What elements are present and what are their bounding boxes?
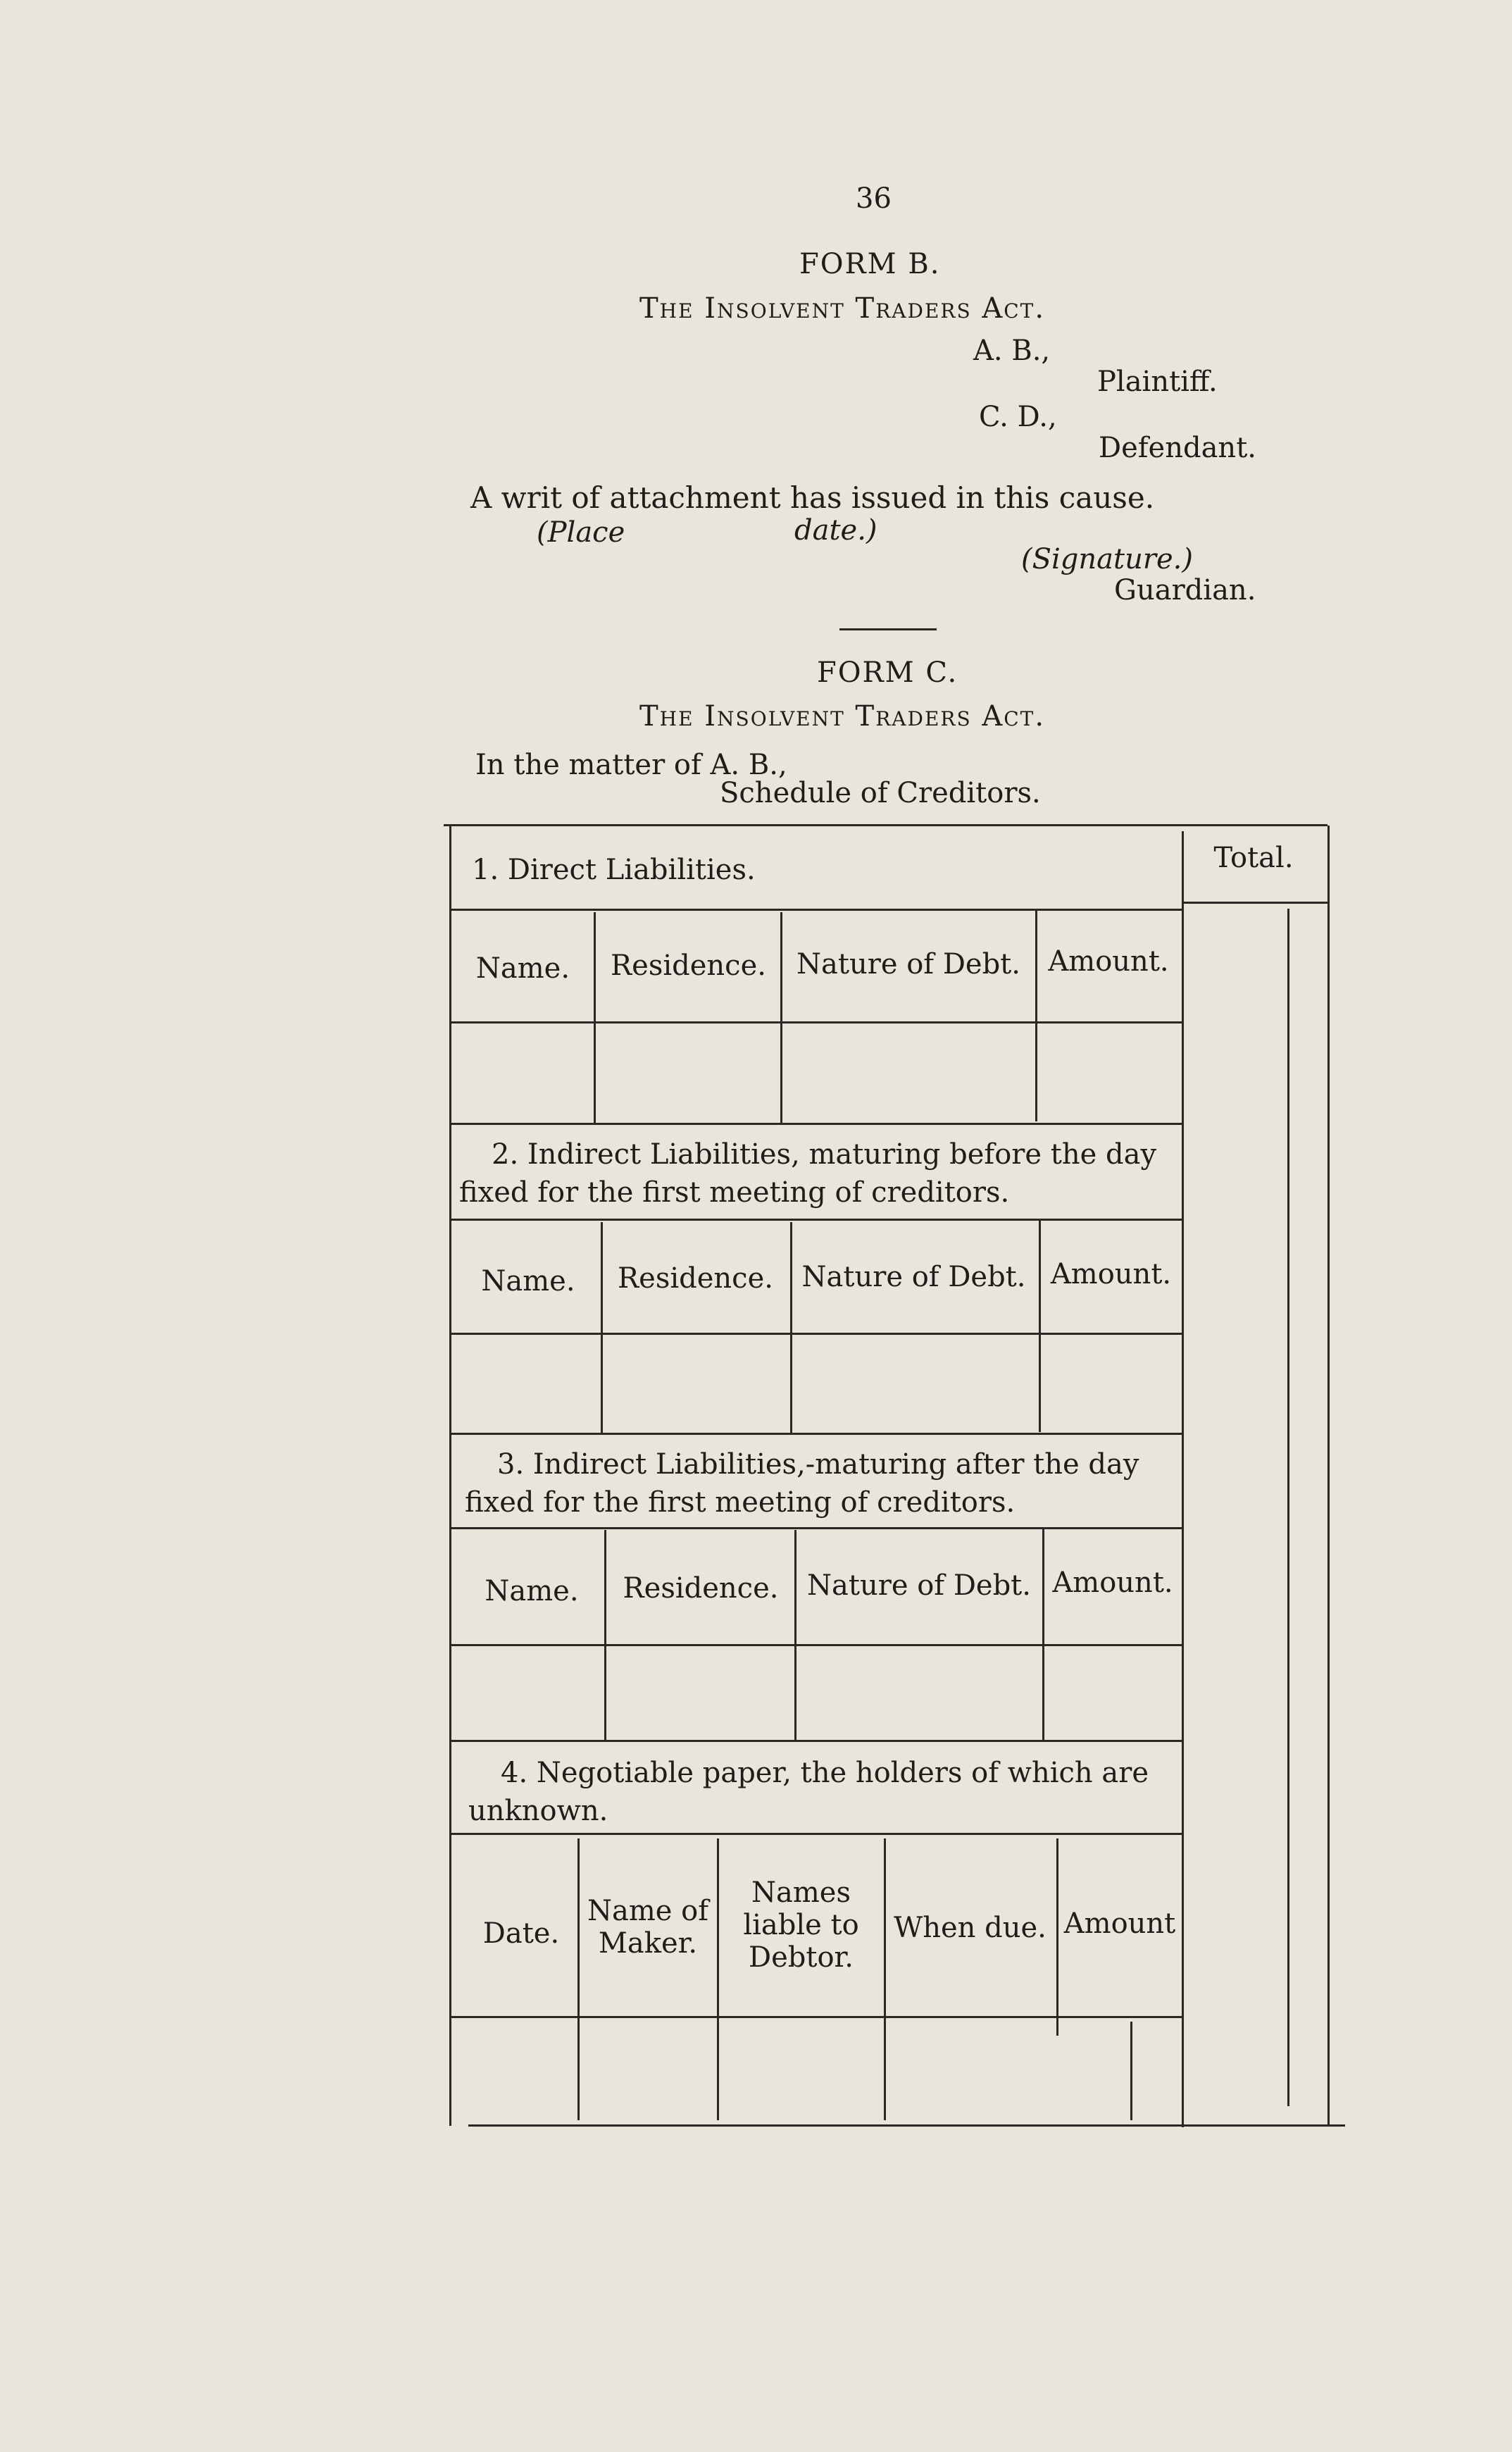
defendant-role: Defendant. (1099, 432, 1256, 464)
matter-line: In the matter of A. B., (475, 749, 787, 781)
s1-col-nature: Nature of Debt. (796, 948, 1020, 981)
s2-header-rule (451, 1333, 1183, 1335)
plaintiff-role: Plaintiff. (1097, 366, 1218, 398)
s2-divider-2 (790, 1222, 792, 1433)
section-1-bottom-rule (451, 1123, 1183, 1125)
section-3-title: 3. Indirect Liabilities,-maturing after the day fixed for the first meeting of creditors. (465, 1448, 1139, 1519)
date-label: date.) (794, 514, 877, 547)
s4-header-rule (451, 2016, 1183, 2018)
total-column-inner-rule (1287, 909, 1289, 2106)
s4-col-when-due: When due. (894, 1912, 1046, 1944)
section-4-title: 4. Negotiable paper, the holders of which are unknown. (468, 1757, 1149, 1827)
s4-divider-1 (577, 1838, 580, 2120)
s4-col-names-liable: Names liable to Debtor. (743, 1877, 859, 1974)
s3-divider-1 (604, 1530, 606, 1741)
s2-col-amount: Amount. (1050, 1258, 1172, 1290)
s1-header-rule (451, 1021, 1183, 1023)
s1-divider-2 (780, 912, 782, 1124)
s3-divider-2 (794, 1530, 796, 1741)
table-bottom-rule (468, 2124, 1345, 2127)
s1-divider-3 (1035, 910, 1037, 1121)
s3-col-amount: Amount. (1052, 1567, 1173, 1599)
table-left-edge (449, 826, 451, 2126)
table-top-rule (444, 824, 1327, 826)
place-label: (Place (537, 516, 625, 549)
form-b-act-title: The Insolvent Traders Act. (639, 292, 1046, 325)
page-number: 36 (856, 182, 892, 215)
s1-col-amount: Amount. (1048, 945, 1169, 978)
section-4-rule (451, 1833, 1183, 1835)
section-2-bottom-rule (451, 1433, 1183, 1435)
s2-divider-3 (1039, 1221, 1041, 1432)
s4-divider-2 (717, 1838, 719, 2120)
defendant-initials: C. D., (979, 401, 1057, 433)
section-2-rule (451, 1219, 1183, 1221)
s1-col-residence: Residence. (611, 950, 766, 982)
section-2-title: 2. Indirect Liabilities, maturing before the day fixed for the first meeting of creditors. (459, 1138, 1157, 1209)
schedule-title: Schedule of Creditors. (720, 777, 1041, 809)
total-header: Total. (1213, 842, 1294, 874)
s4-col-maker: Name of Maker. (587, 1895, 709, 1960)
section-3-rule (451, 1527, 1183, 1529)
signer-role: Guardian. (1114, 574, 1256, 606)
form-c-heading: FORM C. (817, 656, 958, 689)
table-right-edge (1327, 826, 1330, 2126)
signature-label: (Signature.) (1021, 543, 1193, 575)
section-1-title: 1. Direct Liabilities. (472, 854, 756, 886)
s3-header-rule (451, 1644, 1183, 1646)
s3-divider-3 (1042, 1529, 1044, 1740)
s1-divider-1 (594, 912, 596, 1124)
plaintiff-initials: A. B., (973, 335, 1051, 367)
s4-col-date: Date. (482, 1917, 560, 1950)
s1-col-name: Name. (475, 952, 570, 985)
s3-col-name: Name. (485, 1575, 579, 1607)
form-c-act-title: The Insolvent Traders Act. (639, 700, 1046, 733)
writ-text: A writ of attachment has issued in this cause. (470, 480, 1155, 515)
total-header-rule (1183, 902, 1327, 904)
s4-col-amount: Amount (1063, 1908, 1176, 1940)
s4-divider-5 (1130, 2022, 1132, 2120)
section-3-bottom-rule (451, 1740, 1183, 1742)
s4-divider-3 (884, 1838, 886, 2120)
s2-divider-1 (601, 1222, 603, 1433)
s3-col-nature: Nature of Debt. (807, 1569, 1031, 1602)
s2-col-nature: Nature of Debt. (801, 1261, 1026, 1293)
section-1-rule (451, 909, 1183, 911)
s3-col-residence: Residence. (623, 1572, 779, 1605)
s4-divider-4 (1056, 1838, 1058, 2036)
form-divider (839, 628, 937, 630)
form-b-heading: FORM B. (799, 248, 941, 280)
s2-col-residence: Residence. (618, 1262, 773, 1295)
s2-col-name: Name. (481, 1265, 575, 1297)
